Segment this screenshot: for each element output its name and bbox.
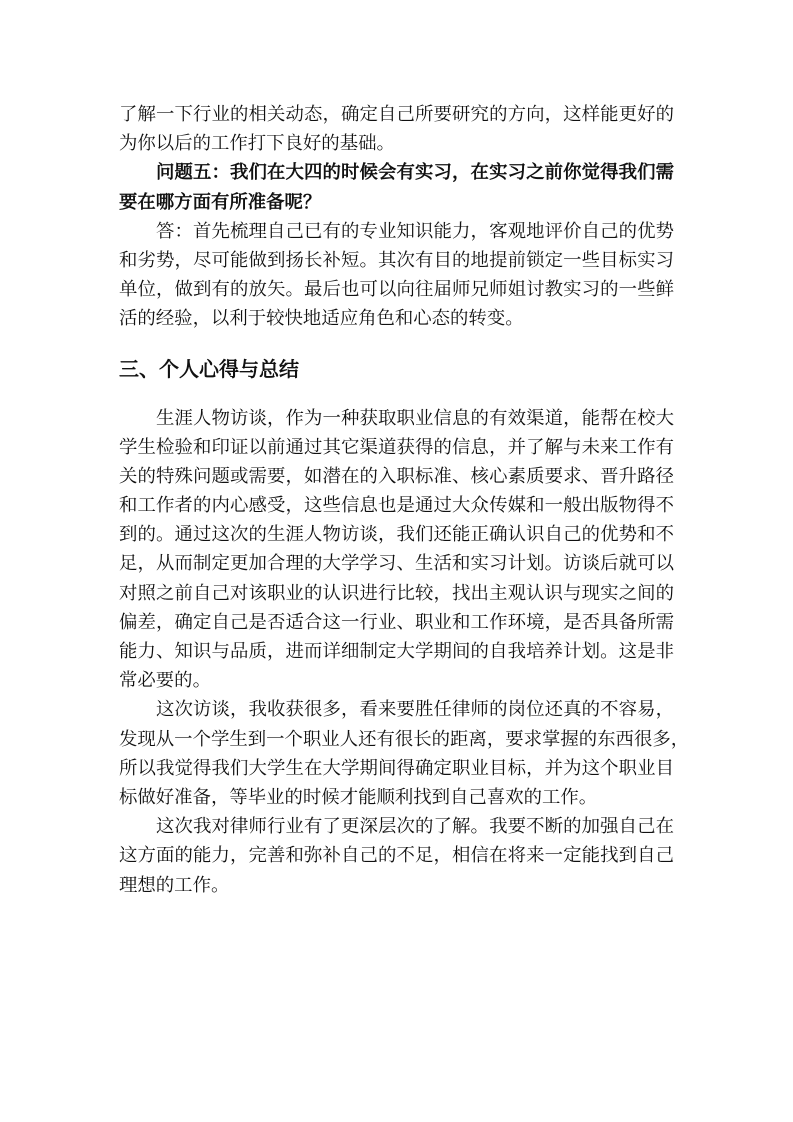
text-line: 到的。通过这次的生涯人物访谈，我们还能正确认识自己的优势和不 [119, 524, 674, 546]
text-line: 理想的工作。 [119, 874, 230, 896]
text-line: 和工作者的内心感受，这些信息也是通过大众传媒和一般出版物得不 [119, 495, 674, 517]
text-line: 为你以后的工作打下良好的基础。 [119, 133, 395, 155]
text-line: 常必要的。 [119, 670, 211, 692]
question-paragraph [119, 158, 674, 216]
text-line: 偏差，确定自己是否适合这一行业、职业和工作环境，是否具备所需 [119, 611, 674, 633]
paragraph [119, 695, 690, 812]
document-page [119, 100, 690, 900]
section-heading: 三、个人心得与总结 [119, 356, 299, 381]
text-line: 足，从而制定更加合理的大学学习、生活和实习计划。访谈后就可以 [119, 553, 674, 575]
text-line: 所以我觉得我们大学生在大学期间得确定职业目标，并为这个职业目 [119, 757, 674, 779]
text-line: 这次我对律师行业有了更深层次的了解。我要不断的加强自己在 [156, 816, 674, 838]
text-line: 学生检验和印证以前通过其它渠道获得的信息，并了解与未来工作有 [119, 436, 674, 458]
text-line: 发现从一个学生到一个职业人还有很长的距离，要求掌握的东西很多， [119, 728, 690, 750]
paragraphs-bottom [119, 404, 690, 900]
text-line: 关的特殊问题或需要，如潜在的入职标准、核心素质要求、晋升路径 [119, 465, 674, 487]
text-line: 答：首先梳理自己已有的专业知识能力，客观地评价自己的优势 [156, 220, 674, 242]
text-line: 了解一下行业的相关动态，确定自己所要研究的方向，这样能更好的 [119, 104, 674, 125]
text-line: 问题五：我们在大四的时候会有实习，在实习之前你觉得我们需 [156, 162, 674, 184]
text-line: 这方面的能力，完善和弥补自己的不足，相信在将来一定能找到自己 [119, 845, 674, 867]
paragraph [119, 404, 674, 696]
text-line: 生涯人物访谈，作为一种获取职业信息的有效渠道，能帮在校大 [156, 407, 674, 429]
text-line: 和劣势，尽可能做到扬长补短。其次有目的地提前锁定一些目标实习 [119, 249, 674, 271]
paragraph [119, 100, 674, 158]
text-line: 活的经验，以利于较快地适应角色和心态的转变。 [119, 308, 524, 330]
text-line: 这次访谈，我收获很多，看来要胜任律师的岗位还真的不容易， [156, 699, 674, 721]
text-line: 标做好准备，等毕业的时候才能顺利找到自己喜欢的工作。 [119, 786, 598, 808]
text-line: 对照之前自己对该职业的认识进行比较，找出主观认识与现实之间的 [119, 582, 674, 604]
text-line: 能力、知识与品质，进而详细制定大学期间的自我培养计划。这是非 [119, 641, 674, 662]
text-line: 要在哪方面有所准备呢？ [119, 191, 322, 213]
paragraph [119, 217, 674, 334]
paragraph [119, 812, 674, 900]
text-line: 单位，做到有的放矢。最后也可以向往届师兄师姐讨教实习的一些鲜 [119, 279, 674, 301]
paragraphs-top [119, 100, 674, 334]
